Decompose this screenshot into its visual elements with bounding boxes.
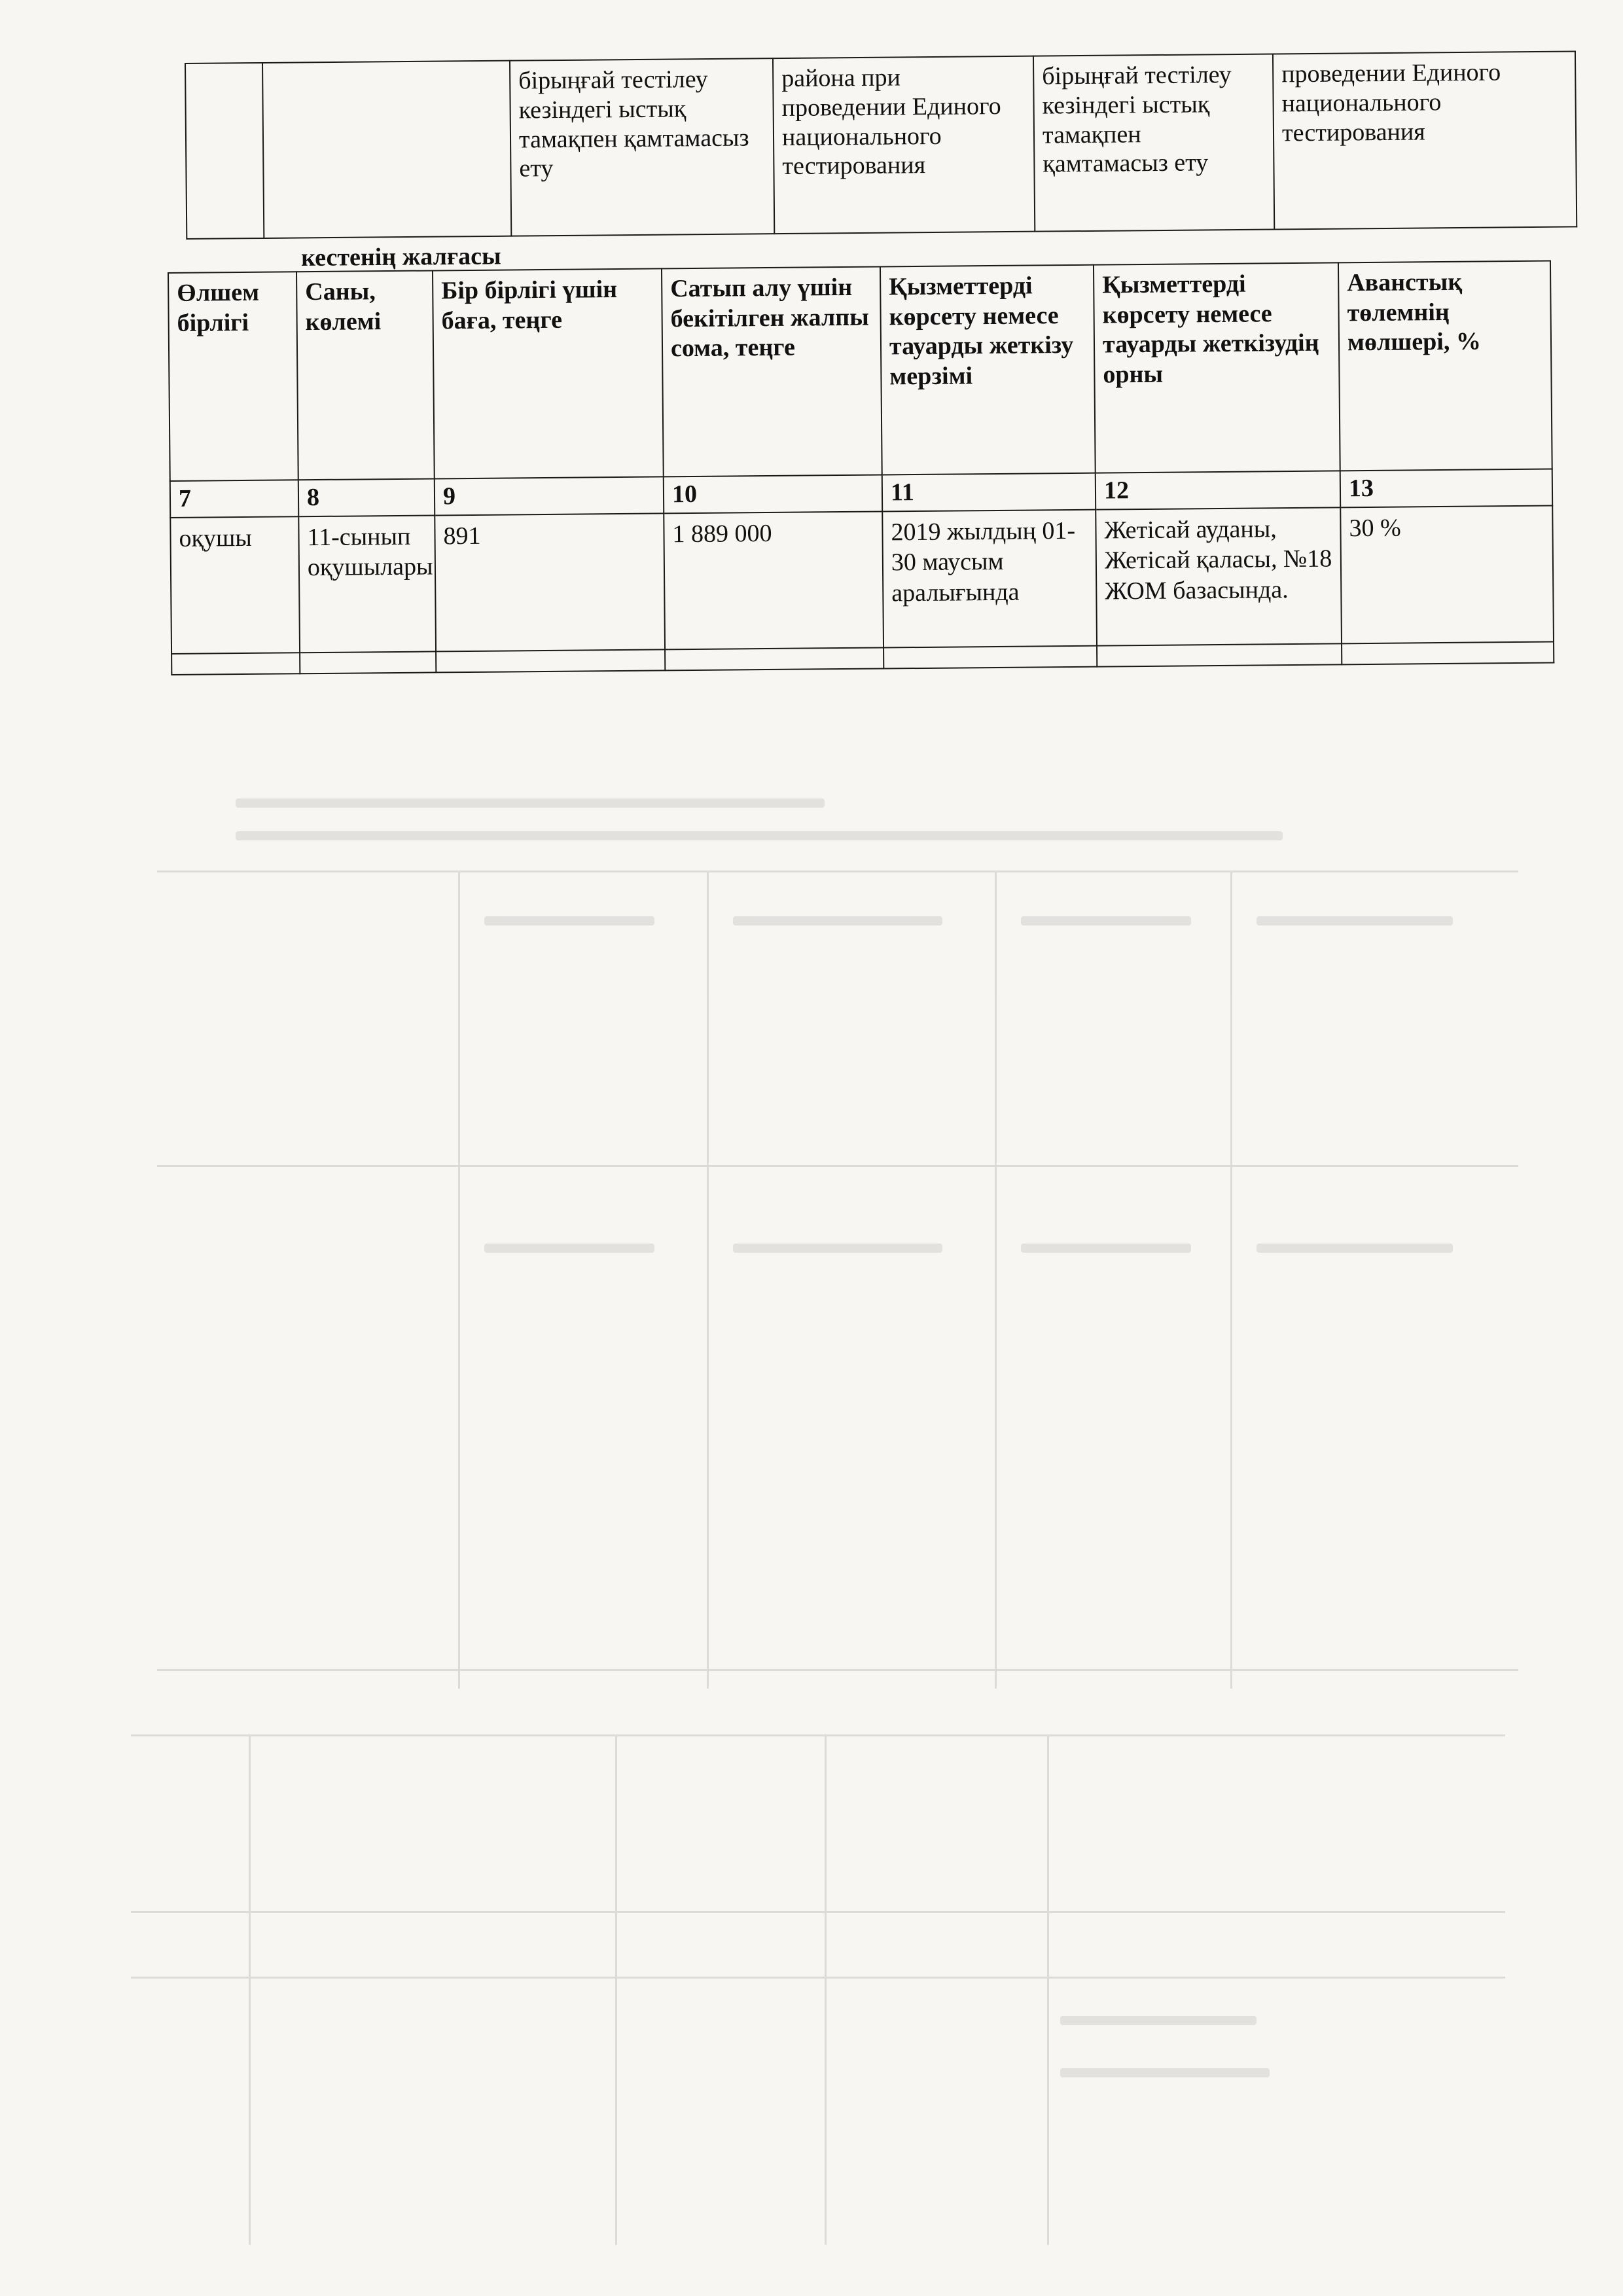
upper-table-fragment [185, 50, 1577, 240]
table-cell: бірыңғай тестілеу кезіндегі ыстық тамақпен қамтамасыз ету [510, 58, 774, 236]
continuation-table [168, 260, 1554, 675]
empty-cell [883, 646, 1097, 669]
empty-cell [1342, 642, 1554, 665]
empty-cell [436, 649, 665, 672]
column-number: 12 [1096, 471, 1340, 509]
table-row [185, 51, 1577, 239]
table-cell: проведении Единого национального тестирования [1273, 51, 1577, 229]
column-header: Қызметтерді көрсету немесе тауарды жеткізу мерзімі [880, 265, 1096, 475]
column-number: 8 [298, 478, 435, 516]
column-number: 13 [1340, 469, 1552, 508]
empty-cell [171, 653, 300, 675]
empty-cell [665, 647, 883, 670]
table-cell [185, 63, 264, 239]
column-header: Сатып алу үшін бекітілген жалпы сома, теңге [662, 266, 882, 476]
empty-cell [1097, 643, 1342, 666]
column-number: 9 [435, 476, 664, 515]
quantity-cell: 11-сынып оқушылары [298, 515, 436, 653]
bleed-through-background [0, 785, 1623, 2291]
unit-cell: оқушы [170, 516, 300, 654]
column-header: Қызметтерді көрсету немесе тауарды жеткізудің орны [1094, 262, 1340, 473]
column-number: 11 [882, 473, 1096, 512]
total-sum-cell: 1 889 000 [664, 511, 883, 649]
column-header: Аванстық төлемнің мөлшері, % [1338, 261, 1552, 471]
delivery-place-cell: Жетісай ауданы, Жетісай қаласы, №18 ЖОМ базасында. [1096, 507, 1342, 645]
column-header: Саны, көлемі [296, 270, 435, 480]
table-continuation-caption: кестенің жалғасы [301, 242, 501, 272]
column-header: Өлшем бірлігі [168, 272, 298, 481]
column-number: 10 [664, 475, 882, 513]
table-cell: района при проведении Единого национального тестирования [773, 56, 1035, 234]
unit-price-cell: 891 [435, 513, 665, 651]
empty-cell [300, 651, 436, 673]
table-cell: бірыңғай тестілеу кезіндегі ыстық тамақпен қамтамасыз ету [1033, 54, 1274, 231]
advance-payment-cell: 30 % [1340, 506, 1554, 644]
header-row [168, 261, 1552, 481]
column-header: Бір бірлігі үшін баға, теңге [433, 268, 664, 478]
table-cell [262, 61, 511, 238]
column-number: 7 [170, 480, 298, 518]
table-row [170, 506, 1554, 654]
delivery-period-cell: 2019 жылдың 01-30 маусым аралығында [882, 510, 1097, 648]
